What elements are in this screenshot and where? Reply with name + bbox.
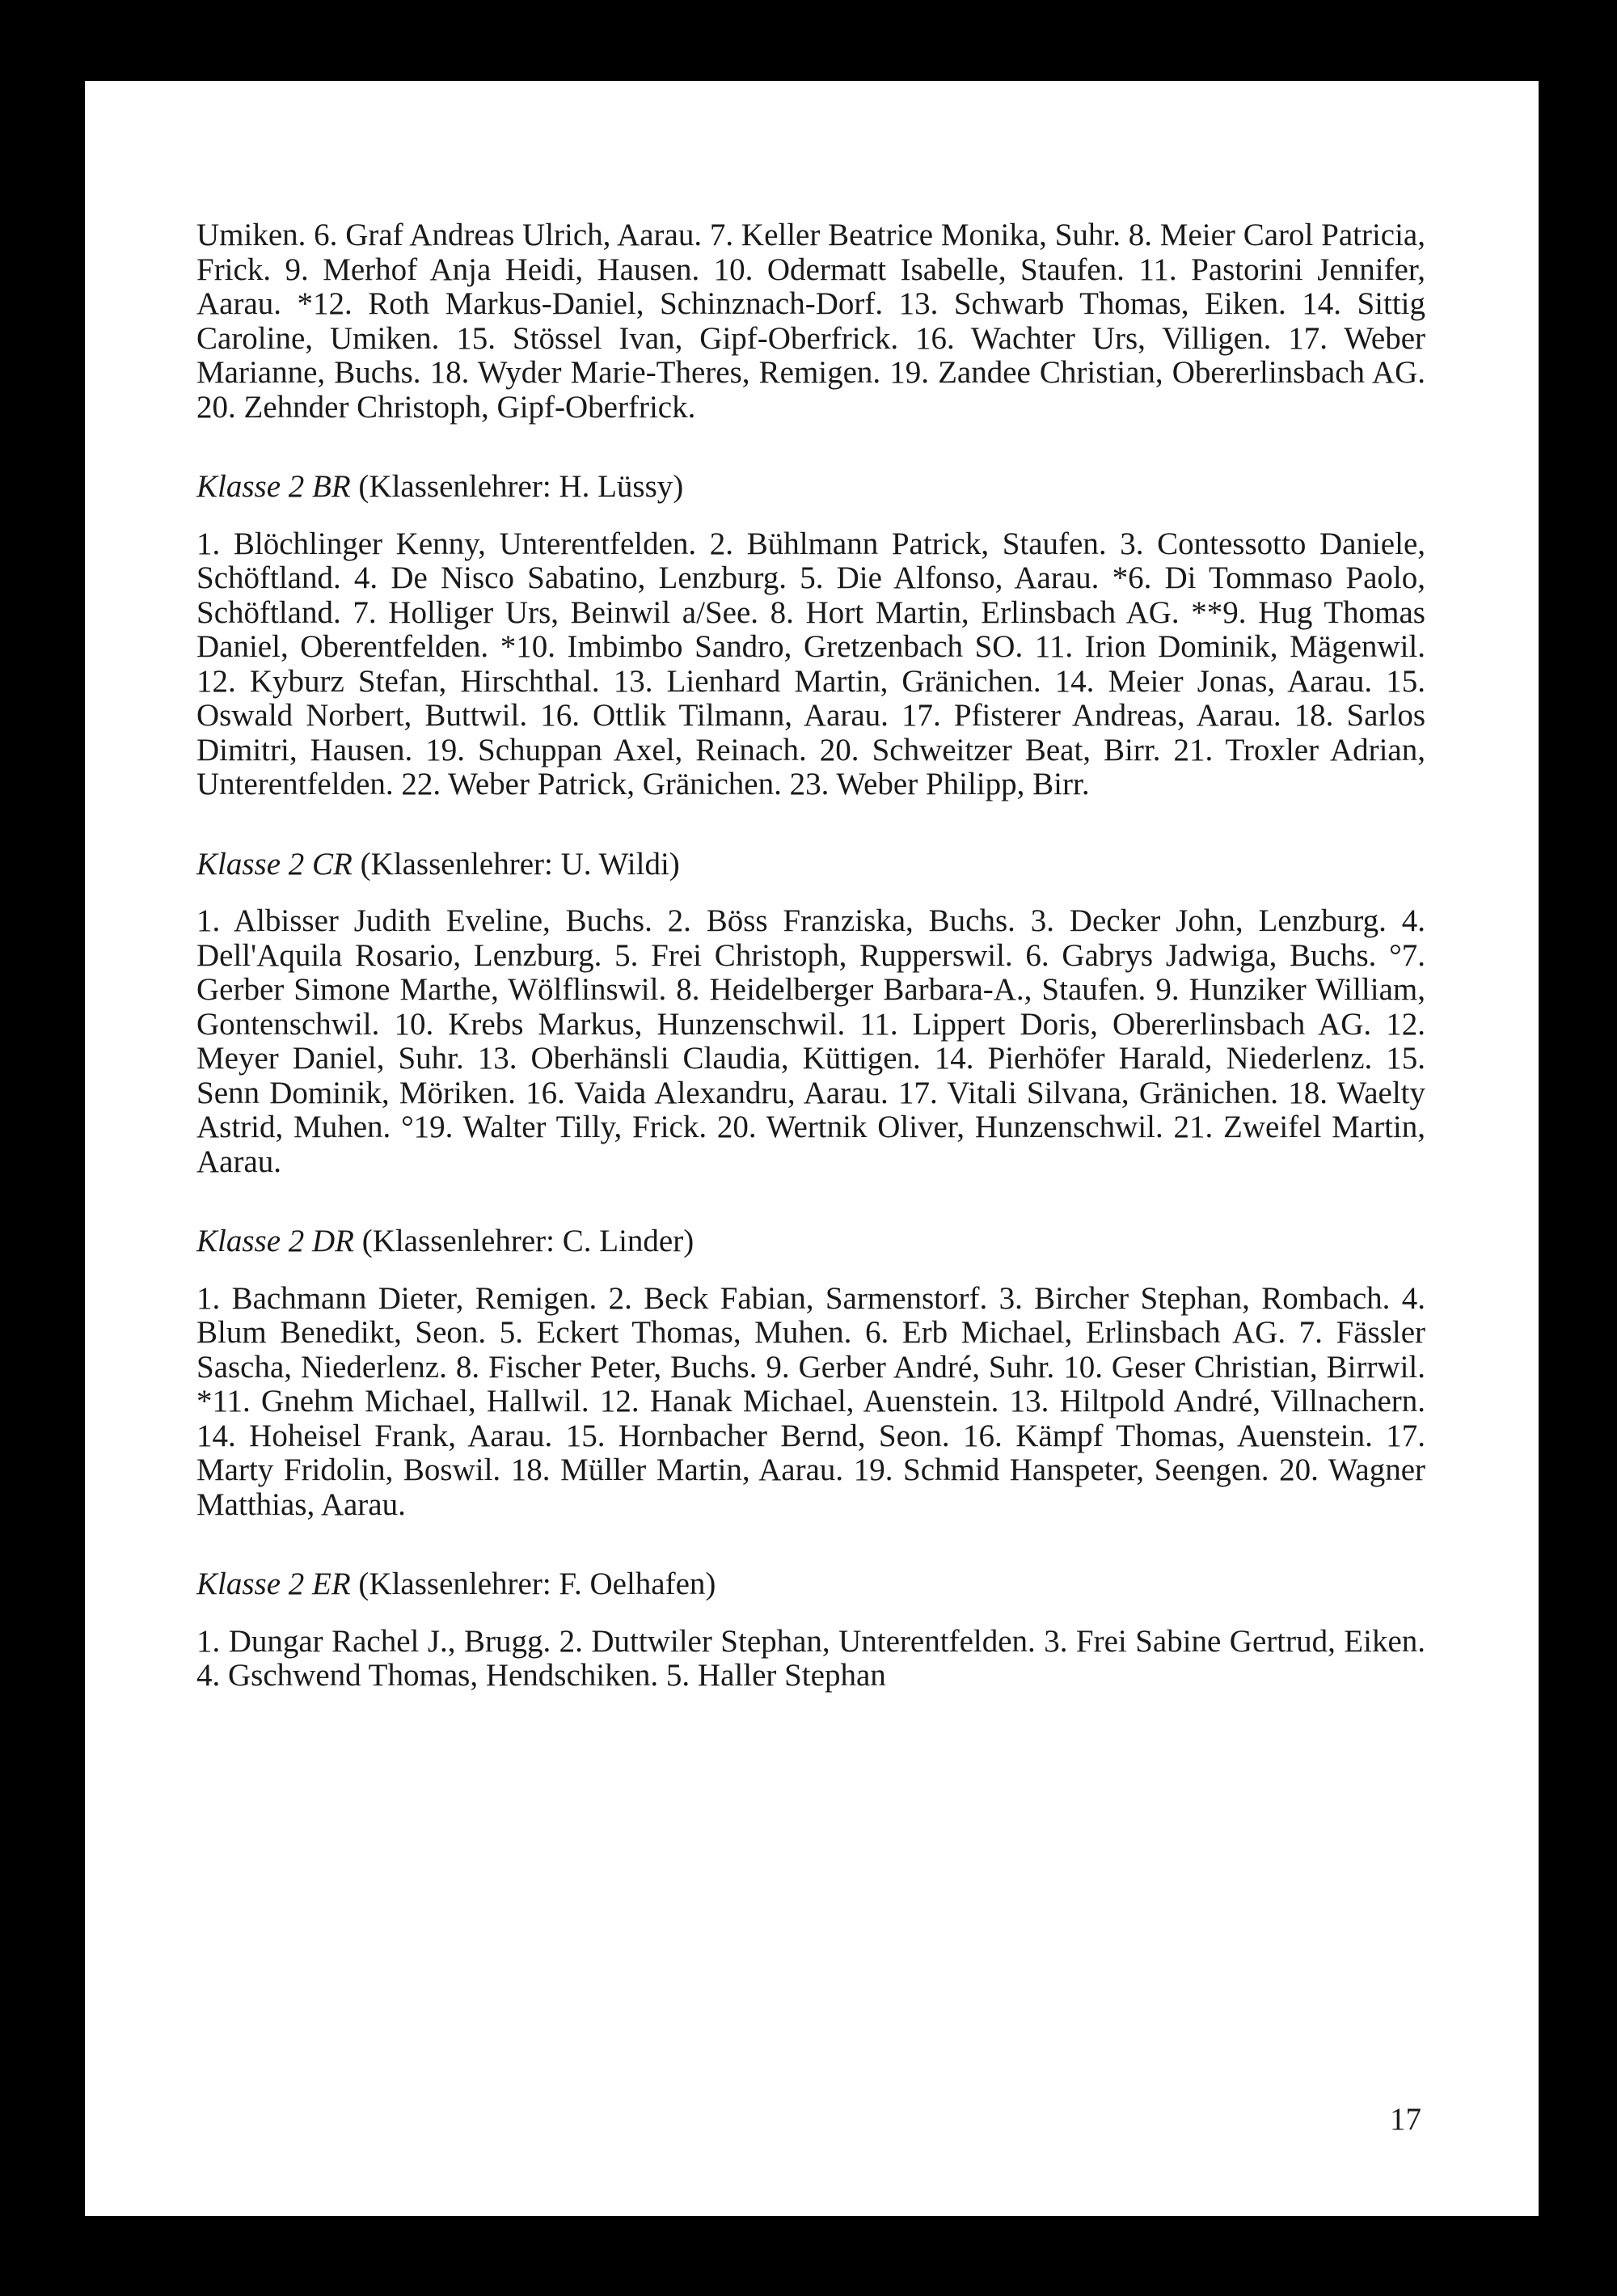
student-list-2dr: 1. Bachmann Dieter, Remigen. 2. Beck Fabian, Sarmenstorf. 3. Bircher Stephan, Rombach. 4. Blum Benedikt, Seon. 5. Eckert Thomas, Muhen. 6. Erb Michael, Erlinsbach AG. 7. Fässler Sascha, Niederlenz. 8. Fischer Peter, Buchs. 9. Gerber André, Suhr. 10. Geser Christian, Birrwil. *11. Gnehm Michael, Hallwil. 12. Hanak Michael, Auenstein. 13. Hiltpold André, Villnachern. 14. Hoheisel Frank, Aarau. 15. Hornbacher Bernd, Seon. 16. Kämpf Thomas, Auenstein. 17. Marty Fridolin, Boswil. 18. Müller Martin, Aarau. 19. Schmid Hanspeter, Seengen. 20. Wagner Matthias, Aarau. bbox=[196, 1280, 1425, 1522]
klasse-label: Klasse 2 CR bbox=[196, 846, 353, 882]
section-heading-2cr bbox=[196, 848, 1425, 882]
klasse-label: Klasse 2 ER bbox=[196, 1567, 351, 1601]
teacher-label: (Klassenlehrer: C. Linder) bbox=[361, 1224, 695, 1258]
section-heading-2er bbox=[196, 1567, 1425, 1602]
student-list-2er: 1. Dungar Rachel J., Brugg. 2. Duttwiler Stephan, Unterentfelden. 3. Frei Sabine Gertrud, Eiken. 4. Gschwend Thomas, Hendschiken. 5. Haller Stephan bbox=[196, 1623, 1425, 1693]
klasse-label: Klasse 2 BR bbox=[196, 469, 351, 504]
teacher-label: (Klassenlehrer: H. Lüssy) bbox=[358, 469, 684, 504]
page-number: 17 bbox=[1390, 2102, 1421, 2137]
klasse-label: Klasse 2 DR bbox=[196, 1224, 354, 1258]
section-heading-2br bbox=[196, 470, 1425, 505]
intro-paragraph: Umiken. 6. Graf Andreas Ulrich, Aarau. 7. Keller Beatrice Monika, Suhr. 8. Meier Carol Patricia, Frick. 9. Merhof Anja Heidi, Hausen. 10. Odermatt Isabelle, Staufen. 11. Pastorini Jennifer, Aarau. *12. Roth Markus-Daniel, Schinznach-Dorf. 13. Schwarb Thomas, Eiken. 14. Sittig Caroline, Umiken. 15. Stössel Ivan, Gipf-Oberfrick. 16. Wachter Urs, Villigen. 17. Weber Marianne, Buchs. 18. Wyder Marie-Theres, Remigen. 19. Zandee Christian, Obererlinsbach AG. 20. Zehnder Christoph, Gipf-Oberfrick. bbox=[196, 218, 1425, 425]
student-list-2cr: 1. Albisser Judith Eveline, Buchs. 2. Böss Franziska, Buchs. 3. Decker John, Lenzburg. 4. Dell'Aquila Rosario, Lenzburg. 5. Frei Christoph, Rupperswil. 6. Gabrys Jadwiga, Buchs. °7. Gerber Simone Marthe, Wölflinswil. 8. Heidelberger Barbara-A., Staufen. 9. Hunziker William, Gontenschwil. 10. Krebs Markus, Hunzenschwil. 11. Lippert Doris, Obererlinsbach AG. 12. Meyer Daniel, Suhr. 13. Oberhänsli Claudia, Küttigen. 14. Pierhöfer Harald, Niederlenz. 15. Senn Dominik, Möriken. 16. Vaida Alexandru, Aarau. 17. Vitali Silvana, Gränichen. 18. Waelty Astrid, Muhen. °19. Walter Tilly, Frick. 20. Wertnik Oliver, Hunzenschwil. 21. Zweifel Martin, Aarau. bbox=[196, 903, 1425, 1179]
student-list-2br: 1. Blöchlinger Kenny, Unterentfelden. 2. Bühlmann Patrick, Staufen. 3. Contessotto Daniele, Schöftland. 4. De Nisco Sabatino, Lenzburg. 5. Die Alfonso, Aarau. *6. Di Tommaso Paolo, Schöftland. 7. Holliger Urs, Beinwil a/See. 8. Hort Martin, Erlinsbach AG. **9. Hug Thomas Daniel, Oberentfelden. *10. Imbimbo Sandro, Gretzenbach SO. 11. Irion Dominik, Mägenwil. 12. Kyburz Stefan, Hirschthal. 13. Lienhard Martin, Gränichen. 14. Meier Jonas, Aarau. 15. Oswald Norbert, Buttwil. 16. Ottlik Tilmann, Aarau. 17. Pfisterer Andreas, Aarau. 18. Sarlos Dimitri, Hausen. 19. Schuppan Axel, Reinach. 20. Schweitzer Beat, Birr. 21. Troxler Adrian, Unterentfelden. 22. Weber Patrick, Gränichen. 23. Weber Philipp, Birr. bbox=[196, 526, 1425, 801]
document-page bbox=[85, 81, 1539, 2216]
section-heading-2dr bbox=[196, 1224, 1425, 1259]
page-content bbox=[196, 218, 1425, 1693]
teacher-label: (Klassenlehrer: U. Wildi) bbox=[360, 846, 680, 882]
teacher-label: (Klassenlehrer: F. Oelhafen) bbox=[358, 1567, 716, 1601]
